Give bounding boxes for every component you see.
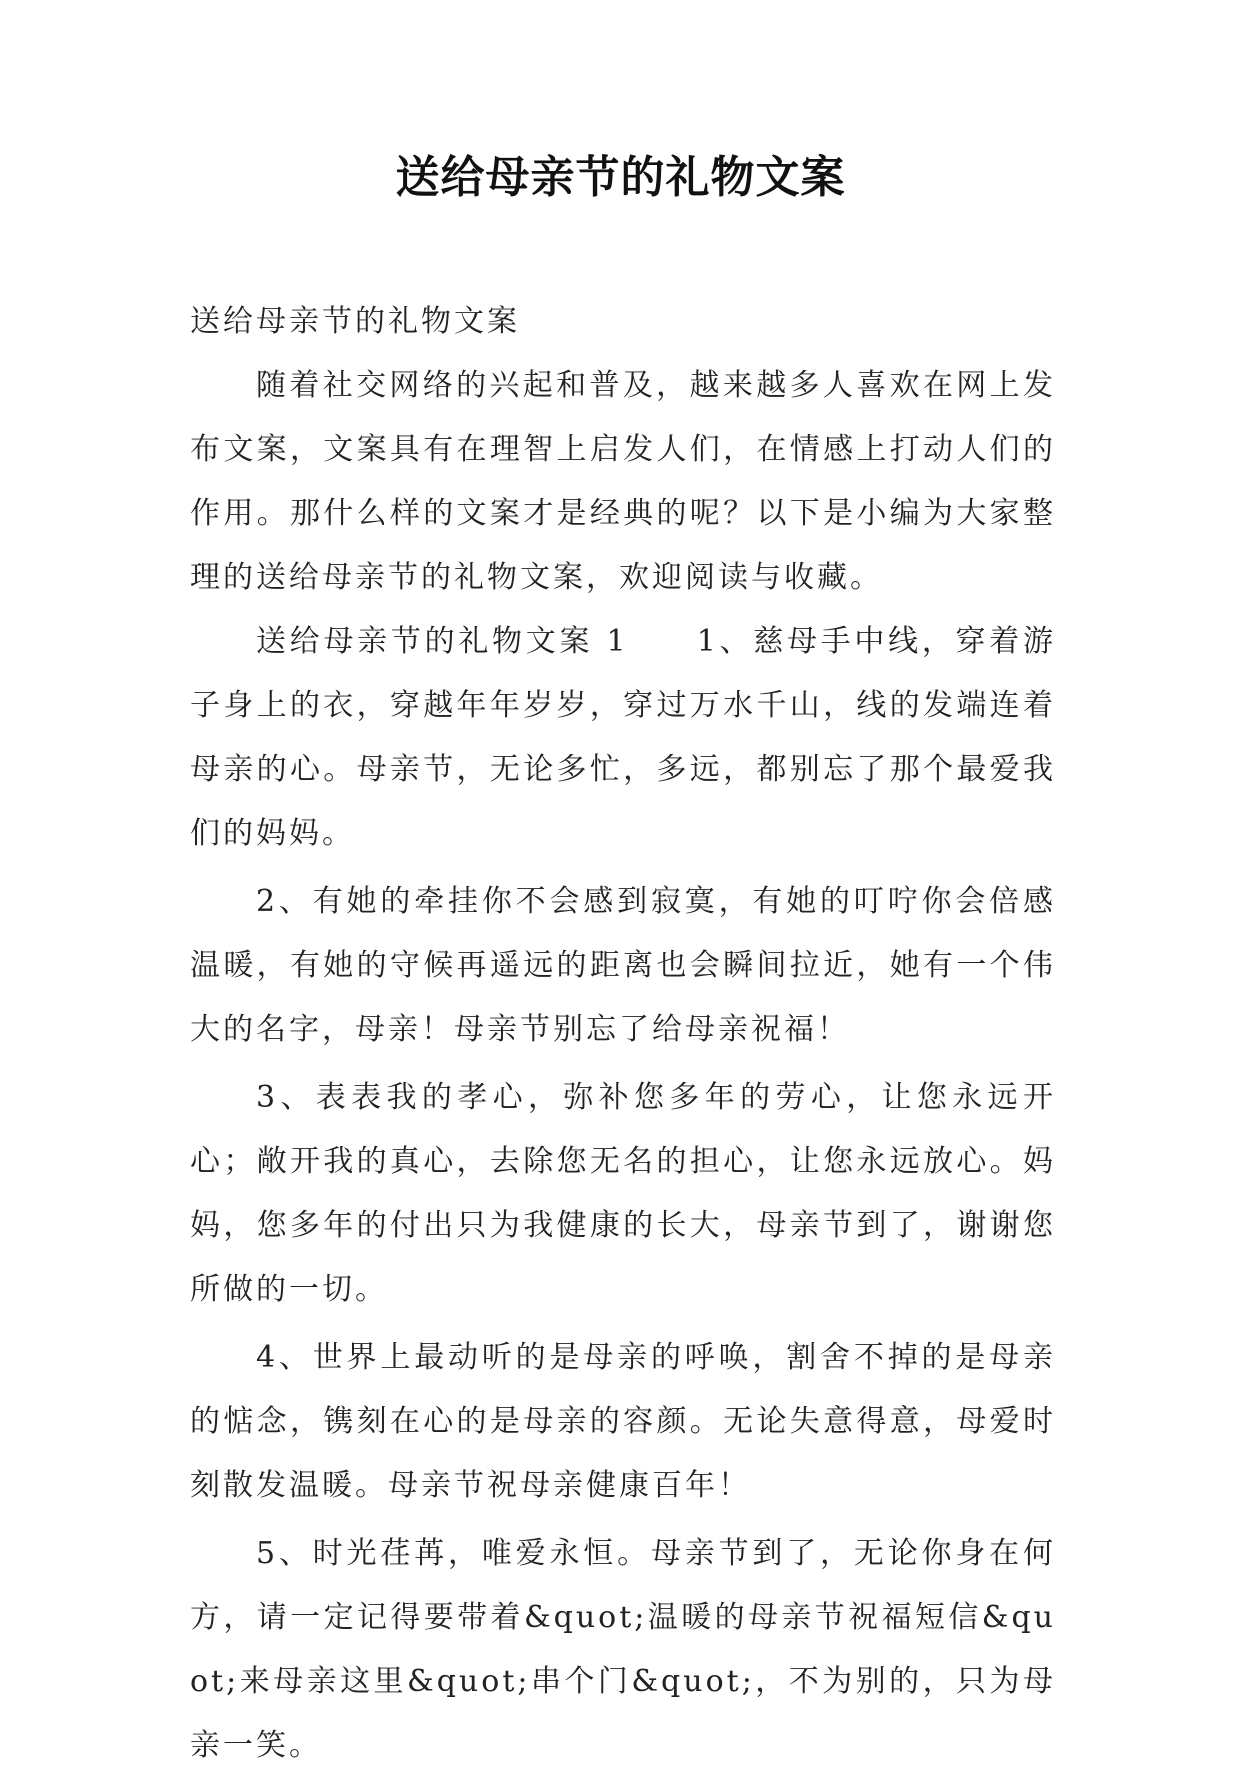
document-body bbox=[190, 290, 1056, 1778]
intro-paragraph: 随着社交网络的兴起和普及，越来越多人喜欢在网上发布文案，文案具有在理智上启发人们，在情感上打动人们的作用。那什么样的文案才是经典的呢？以下是小编为大家整理的送给母亲节的礼物文案，欢迎阅读与收藏。 bbox=[190, 368, 1056, 595]
paragraph-5: 5、时光荏苒，唯爱永恒。母亲节到了，无论你身在何方，请一定记得要带着&quot;温暖的母亲节祝福短信&quot;来母亲这里&quot;串个门&quot;，不为别的，只为母亲一笑。 bbox=[190, 1536, 1056, 1763]
document-subtitle: 送给母亲节的礼物文案 bbox=[190, 304, 520, 339]
paragraph-2: 2、有她的牵挂你不会感到寂寞，有她的叮咛你会倍感温暖，有她的守候再遥远的距离也会瞬间拉近，她有一个伟大的名字，母亲！母亲节别忘了给母亲祝福！ bbox=[190, 884, 1056, 1047]
document-title: 送给母亲节的礼物文案 bbox=[395, 152, 846, 203]
paragraph-3: 3、表表我的孝心，弥补您多年的劳心，让您永远开心；敞开我的真心，去除您无名的担心，让您永远放心。妈妈，您多年的付出只为我健康的长大，母亲节到了，谢谢您所做的一切。 bbox=[190, 1080, 1056, 1307]
paragraph-4: 4、世界上最动听的是母亲的呼唤，割舍不掉的是母亲的惦念，镌刻在心的是母亲的容颜。无论失意得意，母爱时刻散发温暖。母亲节祝母亲健康百年！ bbox=[190, 1340, 1056, 1503]
paragraph-1: 送给母亲节的礼物文案 1 1、慈母手中线，穿着游子身上的衣，穿越年年岁岁，穿过万水千山，线的发端连着母亲的心。母亲节，无论多忙，多远，都别忘了那个最爱我们的妈妈。 bbox=[190, 624, 1056, 851]
